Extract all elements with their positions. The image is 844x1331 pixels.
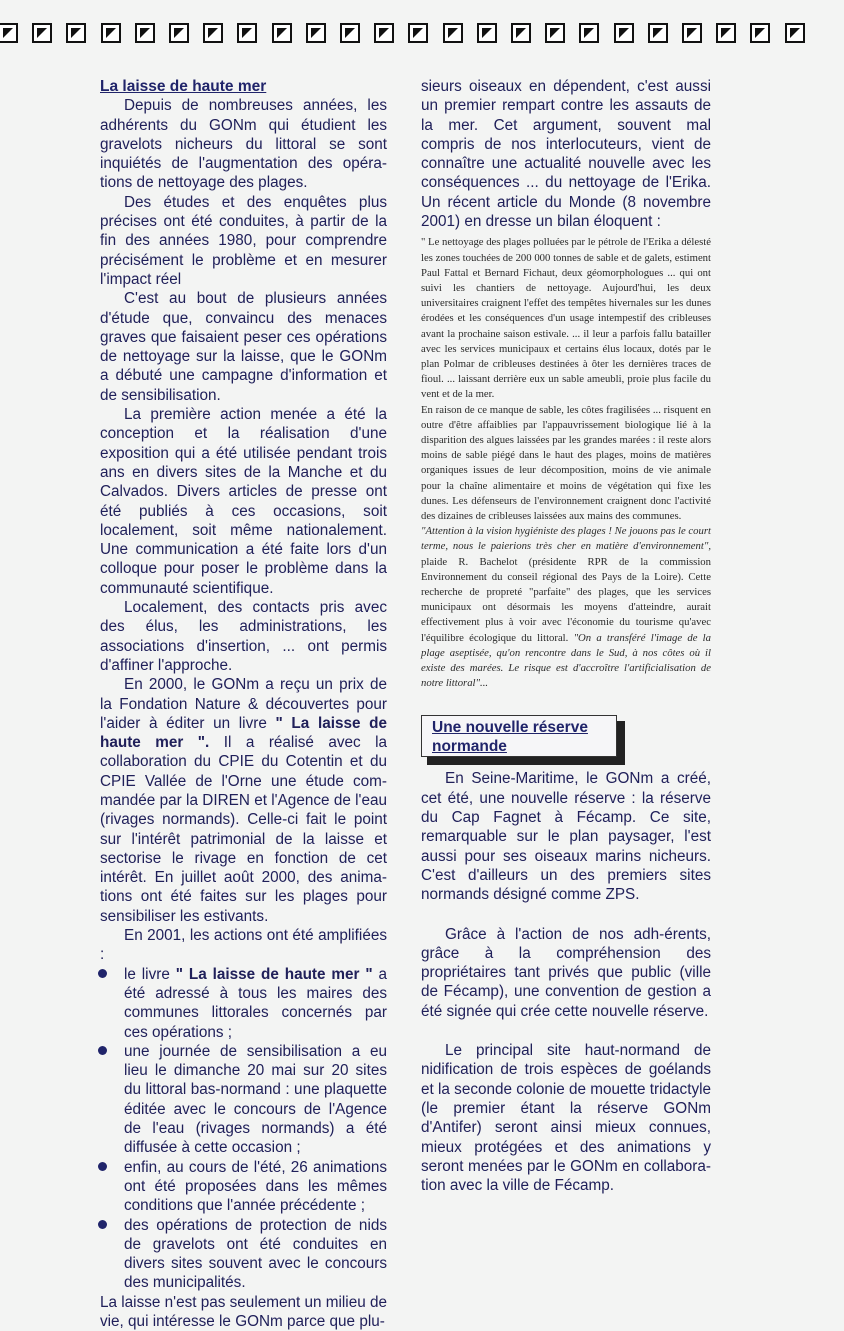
spacer [421, 905, 711, 925]
paragraph: sieurs oiseaux en dépendent, c'est aussi un premier rempart contre les assauts de la mer. Cet argument, souvent mal compris de nos interlocuteurs, vient de connaître une actualité nouvelle avec les conséquences ... du nettoyage de l'Erika. Un récent article du Monde (8 novembre 2001) en dresse un bilan éloquent : [421, 78, 711, 231]
section-title-reserve [421, 715, 617, 757]
text-run: En 2000, le GONm a reçu un prix de la Fondation Nature & découvertes pour l'aider à éditer un livre [100, 676, 387, 732]
border-square-icon [374, 23, 394, 43]
section-title-box [421, 715, 619, 769]
list-item [100, 1158, 387, 1216]
border-square-icon [785, 23, 805, 43]
bullet-icon [98, 969, 107, 978]
text-run: des opérations de protection de nids de gravelots ont été conduites en divers sites souvent avec le concours des municipalités. [124, 1216, 387, 1292]
border-square-icon [237, 23, 257, 43]
text-run: enfin, au cours de l'été, 26 animations ont été proposées dans les mêmes conditions que l'année précédente ; [124, 1158, 387, 1215]
title-line: Une nouvelle réserve [432, 719, 588, 737]
text-run: Il a réalisé avec la collaboration du CPIE du Cotentin et du CPIE Vallée de l'Orne une étude com-mandée par la DIREN et l'Agence de l'eau (rivages normands). Celle-ci fait le point sur l'intérêt patrimonial de la laisse et sectorise le rivage en fonction de cet intérêt. En juillet août 2000, des anima-tions ont été faites sur les plages pour sensibiliser les estivants. [100, 734, 388, 925]
paragraph: La laisse n'est pas seulement un milieu de vie, qui intéresse le GONm parce que plu- [100, 1293, 387, 1330]
book-title: " La laisse de haute mer ". [100, 714, 387, 752]
border-square-icon [169, 23, 189, 43]
paragraph: Le principal site haut-normand de nidification de trois espèces de goélands et la seconde colonie de mouette tridactyle (le premier étant la réserve GONm d'Antifer) seront ainsi mieux connues, mieux protégées et des animations y seront menées par le GONm en collabora-tion avec la ville de Fécamp. [421, 1042, 711, 1195]
title-line: normande [432, 738, 507, 756]
border-square-icon [408, 23, 428, 43]
quote-paragraph: En raison de ce manque de sable, les côtes fragilisées ... risquent en outre d'être affaiblies par l'appauvrissement biologique lié à la disparition des algues laissées par les grandes marées : il reste alors moins de sable piégé dans le haut des plages, moins de matières organiques issues de leur décomposition, moins de vie animale pour la chaîne alimentaire et moins de végétation qui fixe les dunes. Les défenseurs de l'environnement craignent donc l'activité des dizaines de cribleuses laissées aux mains des communes. [421, 403, 711, 523]
border-square-icon [750, 23, 770, 43]
border-square-icon [477, 23, 497, 43]
border-square-icon [716, 23, 736, 43]
border-square-icon [203, 23, 223, 43]
paragraph: Grâce à l'action de nos adh-érents, grâce à la compréhension des propriétaires tant privés que public (ville de Fécamp), une convention de gestion a été signée qui crée cette nouvelle réserve. [421, 925, 711, 1020]
paragraph: C'est au bout de plusieurs années d'étude que, convaincu des menaces graves que faisaient peser ces opérations de nettoyage sur la laisse, que le GONm a débuté une campagne d'information et de sensibilisation. [100, 290, 387, 404]
border-square-icon [0, 23, 18, 43]
decorative-border [0, 23, 844, 49]
border-square-icon [579, 23, 599, 43]
quote-italic: "Attention à la vision hygiéniste des plages ! Ne jouons pas le court terme, nous le paierions très cher en matière d'environnement", [421, 525, 711, 553]
spacer [421, 1021, 711, 1041]
paragraph: En 2001, les actions ont été amplifiées : [100, 927, 387, 964]
text-run: a été adressé à tous les maires des communes littorales concernés par ces opérations ; [124, 965, 388, 1041]
border-square-icon [545, 23, 565, 43]
list-item [100, 1216, 387, 1293]
book-title: " La laisse de haute mer " [175, 965, 373, 983]
right-column [421, 77, 711, 1195]
actions-list [100, 965, 387, 1293]
paragraph [100, 675, 387, 926]
section-title-laisse: La laisse de haute mer [100, 78, 267, 95]
border-square-icon [272, 23, 292, 43]
text-run: une journée de sensibilisation a eu lieu le dimanche 20 mai sur 20 sites du littoral bas-normand : une plaquette éditée avec le concours de l'Agence de l'eau (rivages normands) a été diffusée à cette occasion ; [124, 1042, 387, 1157]
border-square-icon [340, 23, 360, 43]
paragraph: Des études et des enquêtes plus précises ont été conduites, à partir de la fin des années 1980, pour comprendre précisément le problème et en mesurer l'impact réel [100, 193, 387, 288]
border-square-icon [682, 23, 702, 43]
list-item [100, 1042, 387, 1158]
quote-italic: "On a transféré l'image de la plage aseptisée, qu'on rencontre dans le Sud, à nos côtes où il existe des marées. Le risque est d'accroître l'artificialisation de notre littoral"... [421, 631, 711, 690]
bullet-icon [98, 1220, 107, 1229]
press-quote [421, 235, 711, 691]
bullet-icon [98, 1162, 107, 1171]
border-square-icon [66, 23, 86, 43]
border-square-icon [306, 23, 326, 43]
paragraph: La première action menée a été la conception et la réalisation d'une exposition qui a été utilisée pendant trois ans en divers sites de la Manche et du Calvados. Divers articles de presse ont été publiés à ces occasions, soit localement, soit même nationalement. Une communication a été faite lors d'un colloque pour poser le problème dans la communauté scientifique. [100, 406, 387, 597]
border-square-icon [443, 23, 463, 43]
paragraph: Depuis de nombreuses années, les adhérents du GONm qui étudient les gravelots nicheurs du littoral se sont inquiétés de l'augmentation des opéra-tions de nettoyage des plages. [100, 97, 387, 192]
border-square-icon [511, 23, 531, 43]
quote-paragraph [421, 524, 711, 691]
border-square-icon [32, 23, 52, 43]
border-square-icon [101, 23, 121, 43]
border-square-icon [135, 23, 155, 43]
left-column [100, 77, 387, 1331]
border-square-icon [614, 23, 634, 43]
list-item [100, 965, 387, 1042]
text-run: le livre [124, 965, 170, 983]
text-run: plaide R. Bachelot (présidente RPR de la commission Environnement du conseil régional des Pays de la Loire). Cette recherche de propreté "parfaite" des plages, que les services municipaux ont désormais les moyens d'atteindre, aurait effectivement plus à voir avec l'économie du tourisme qu'avec l'équilibre écologique du littoral. [421, 555, 711, 644]
paragraph: Localement, des contacts pris avec des élus, les administrations, les associations d'insertion, ... ont permis d'affiner l'approche. [100, 599, 387, 674]
border-square-icon [648, 23, 668, 43]
quote-paragraph: " Le nettoyage des plages polluées par le pétrole de l'Erika a délesté les zones touchées de 200 000 tonnes de sable et de galets, estiment Paul Fattal et Bernard Fichaut, deux géomorphologues ... qui ont suivi les chantiers de nettoyage. Aujourd'hui, les deux universitaires craignent l'effet des tempêtes hivernales sur les dunes érodées et les conséquences d'un usage intempestif des cribleuses avant la prochaine saison estivale. ... il leur a parfois fallu batailler avec les services municipaux et certains élus locaux, dotés par le plan Polmar de cribleuses destinées à ôter les dernières traces de fioul. ... laissant derrière eux un sable ameubli, proie plus facile du vent et de la mer. [421, 236, 711, 401]
paragraph: En Seine-Maritime, le GONm a créé, cet été, une nouvelle réserve : la réserve du Cap Fagnet à Fécamp. Ce site, remarquable sur le plan paysager, l'est aussi pour ses oiseaux marins nicheurs. C'est d'ailleurs un des premiers sites normands désigné comme ZPS. [421, 770, 711, 904]
bullet-icon [98, 1046, 107, 1055]
